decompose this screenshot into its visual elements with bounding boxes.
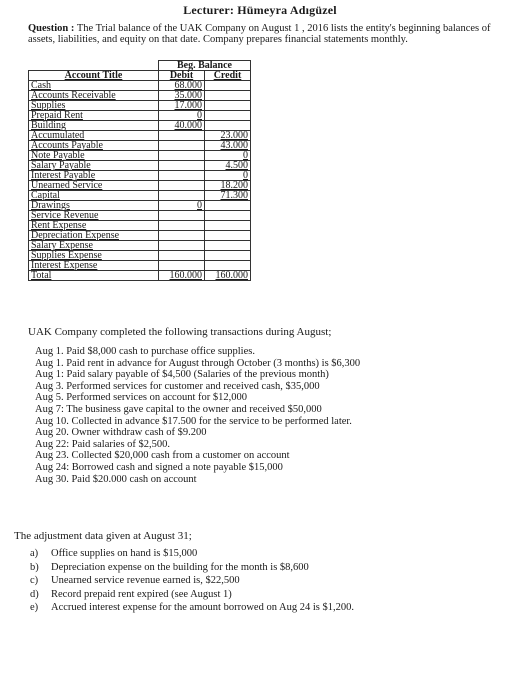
debit-cell: 0 [159,111,205,121]
adjustment-text: Unearned service revenue earned is, $22,500 [51,575,240,586]
adjustment-marker: e) [30,602,39,613]
header-spacer [29,61,159,71]
account-cell: Interest Expense [29,261,159,271]
transaction-item: Aug 30. Paid $20.000 cash on account [35,473,197,485]
adjustment-marker: b) [30,561,39,573]
debit-cell [159,251,205,261]
lecturer-heading: Lecturer: Hümeyra Adıgüzel [183,3,337,17]
credit-cell [205,261,251,271]
debit-cell [159,231,205,241]
credit-cell [205,81,251,91]
adjustment-item [30,601,354,615]
transaction-item: Aug 23. Collected $20,000 cash from a customer on account [35,450,290,462]
table-row [29,101,251,111]
debit-cell [159,181,205,191]
table-row [29,251,251,261]
debit-cell [159,161,205,171]
credit-cell: 43.000 [205,141,251,151]
transaction-item: Aug 10. Collected in advance $17.500 for the service to be performed later. [35,415,352,427]
account-cell: Salary Expense [29,241,159,251]
debit-cell: 0 [159,201,205,211]
account-cell: Unearned Service [29,181,159,191]
credit-cell [205,241,251,251]
account-cell: Accounts Receivable [29,91,159,101]
table-row [29,141,251,151]
credit-cell [205,231,251,241]
account-cell: Building [29,121,159,131]
account-cell: Service Revenue [29,211,159,221]
table-row [29,111,251,121]
adjustment-item [30,561,354,575]
credit-cell [205,111,251,121]
table-row [29,261,251,271]
table-row [29,271,251,281]
adjustment-marker: c) [30,575,39,586]
adjustment-text: Record prepaid rent expired (see August 1) [51,588,232,600]
credit-cell: 0 [205,171,251,181]
transaction-item: Aug 7: The business gave capital to the owner and received $50,000 [35,403,322,415]
account-cell: Total [29,271,159,281]
beg-balance-header: Beg. Balance [159,61,251,71]
transactions-list [35,346,360,485]
credit-header: Credit [205,71,251,81]
account-cell: Interest Payable [29,171,159,181]
adjustment-marker: d) [30,588,39,600]
debit-cell: 17.000 [159,101,205,111]
account-cell: Capital [29,191,159,201]
credit-cell [205,201,251,211]
credit-cell [205,101,251,111]
table-row [29,121,251,131]
table-row [29,151,251,161]
adjustment-text: Depreciation expense on the building for the month is $8,600 [51,561,309,573]
table-row [29,91,251,101]
debit-cell: 68.000 [159,81,205,91]
question-text: The Trial balance of the UAK Company on August 1 , 2016 lists the entity's beginning balances of assets, liabilities, and equity on that date. Company prepares financial statements monthly. [28,23,491,45]
account-cell: Salary Payable [29,161,159,171]
adjustment-marker: a) [30,548,39,559]
account-cell: Supplies [29,101,159,111]
credit-cell: 71.300 [205,191,251,201]
account-cell: Prepaid Rent [29,111,159,121]
account-cell: Supplies Expense [29,251,159,261]
table-row [29,181,251,191]
credit-cell: 4.500 [205,161,251,171]
table-row [29,131,251,141]
debit-cell [159,261,205,271]
transaction-item: Aug 3. Performed services for customer and received cash, $35,000 [35,380,320,392]
table-row [29,211,251,221]
transaction-item: Aug 1. Paid $8,000 cash to purchase office supplies. [35,346,255,357]
table-row [29,191,251,201]
credit-cell [205,251,251,261]
account-cell: Accumulated [29,131,159,141]
table-row [29,171,251,181]
table-row [29,231,251,241]
debit-cell [159,131,205,141]
debit-header: Debit [159,71,205,81]
debit-cell: 35.000 [159,91,205,101]
debit-cell [159,191,205,201]
transaction-item: Aug 24: Borrowed cash and signed a note payable $15,000 [35,461,283,473]
table-row [29,81,251,91]
table-row [29,221,251,231]
credit-cell [205,221,251,231]
adjustments-list [30,547,354,615]
adjustment-text: Accrued interest expense for the amount borrowed on Aug 24 is $1,200. [51,602,354,613]
adjustment-item [30,547,354,561]
adjustment-item [30,574,354,588]
debit-cell: 160.000 [159,271,205,281]
trial-balance-body [29,81,251,281]
transaction-item: Aug 22: Paid salaries of $2,500. [35,438,171,450]
table-row [29,241,251,251]
debit-cell [159,151,205,161]
credit-cell [205,91,251,101]
transaction-item: Aug 1: Paid salary payable of $4,500 (Salaries of the previous month) [35,369,329,381]
credit-cell: 0 [205,151,251,161]
debit-cell: 40.000 [159,121,205,131]
debit-cell [159,221,205,231]
credit-cell [205,121,251,131]
account-cell: Rent Expense [29,221,159,231]
table-row [29,161,251,171]
account-title-header: Account Title [29,71,159,81]
debit-cell [159,241,205,251]
credit-cell: 23.000 [205,131,251,141]
transaction-item: Aug 20. Owner withdraw cash of $9.200 [35,427,207,439]
adjustments-title: The adjustment data given at August 31; [14,530,192,542]
debit-cell [159,141,205,151]
account-cell: Accounts Payable [29,141,159,151]
credit-cell: 160.000 [205,271,251,281]
account-cell: Depreciation Expense [29,231,159,241]
account-cell: Note Payable [29,151,159,161]
transaction-item: Aug 5. Performed services on account for $12,000 [35,392,247,404]
debit-cell [159,171,205,181]
trial-balance-table [28,60,251,281]
account-cell: Drawings [29,201,159,211]
table-row [29,201,251,211]
account-cell: Cash [29,81,159,91]
transaction-item: Aug 1. Paid rent in advance for August through October (3 months) is $6,300 [35,357,361,369]
adjustment-text: Office supplies on hand is $15,000 [51,548,198,559]
credit-cell: 18.200 [205,181,251,191]
question-paragraph [28,23,498,45]
adjustment-item [30,588,354,602]
credit-cell [205,211,251,221]
debit-cell [159,211,205,221]
question-label: Question : [28,23,75,34]
transactions-intro: UAK Company completed the following transactions during August; [28,326,332,338]
